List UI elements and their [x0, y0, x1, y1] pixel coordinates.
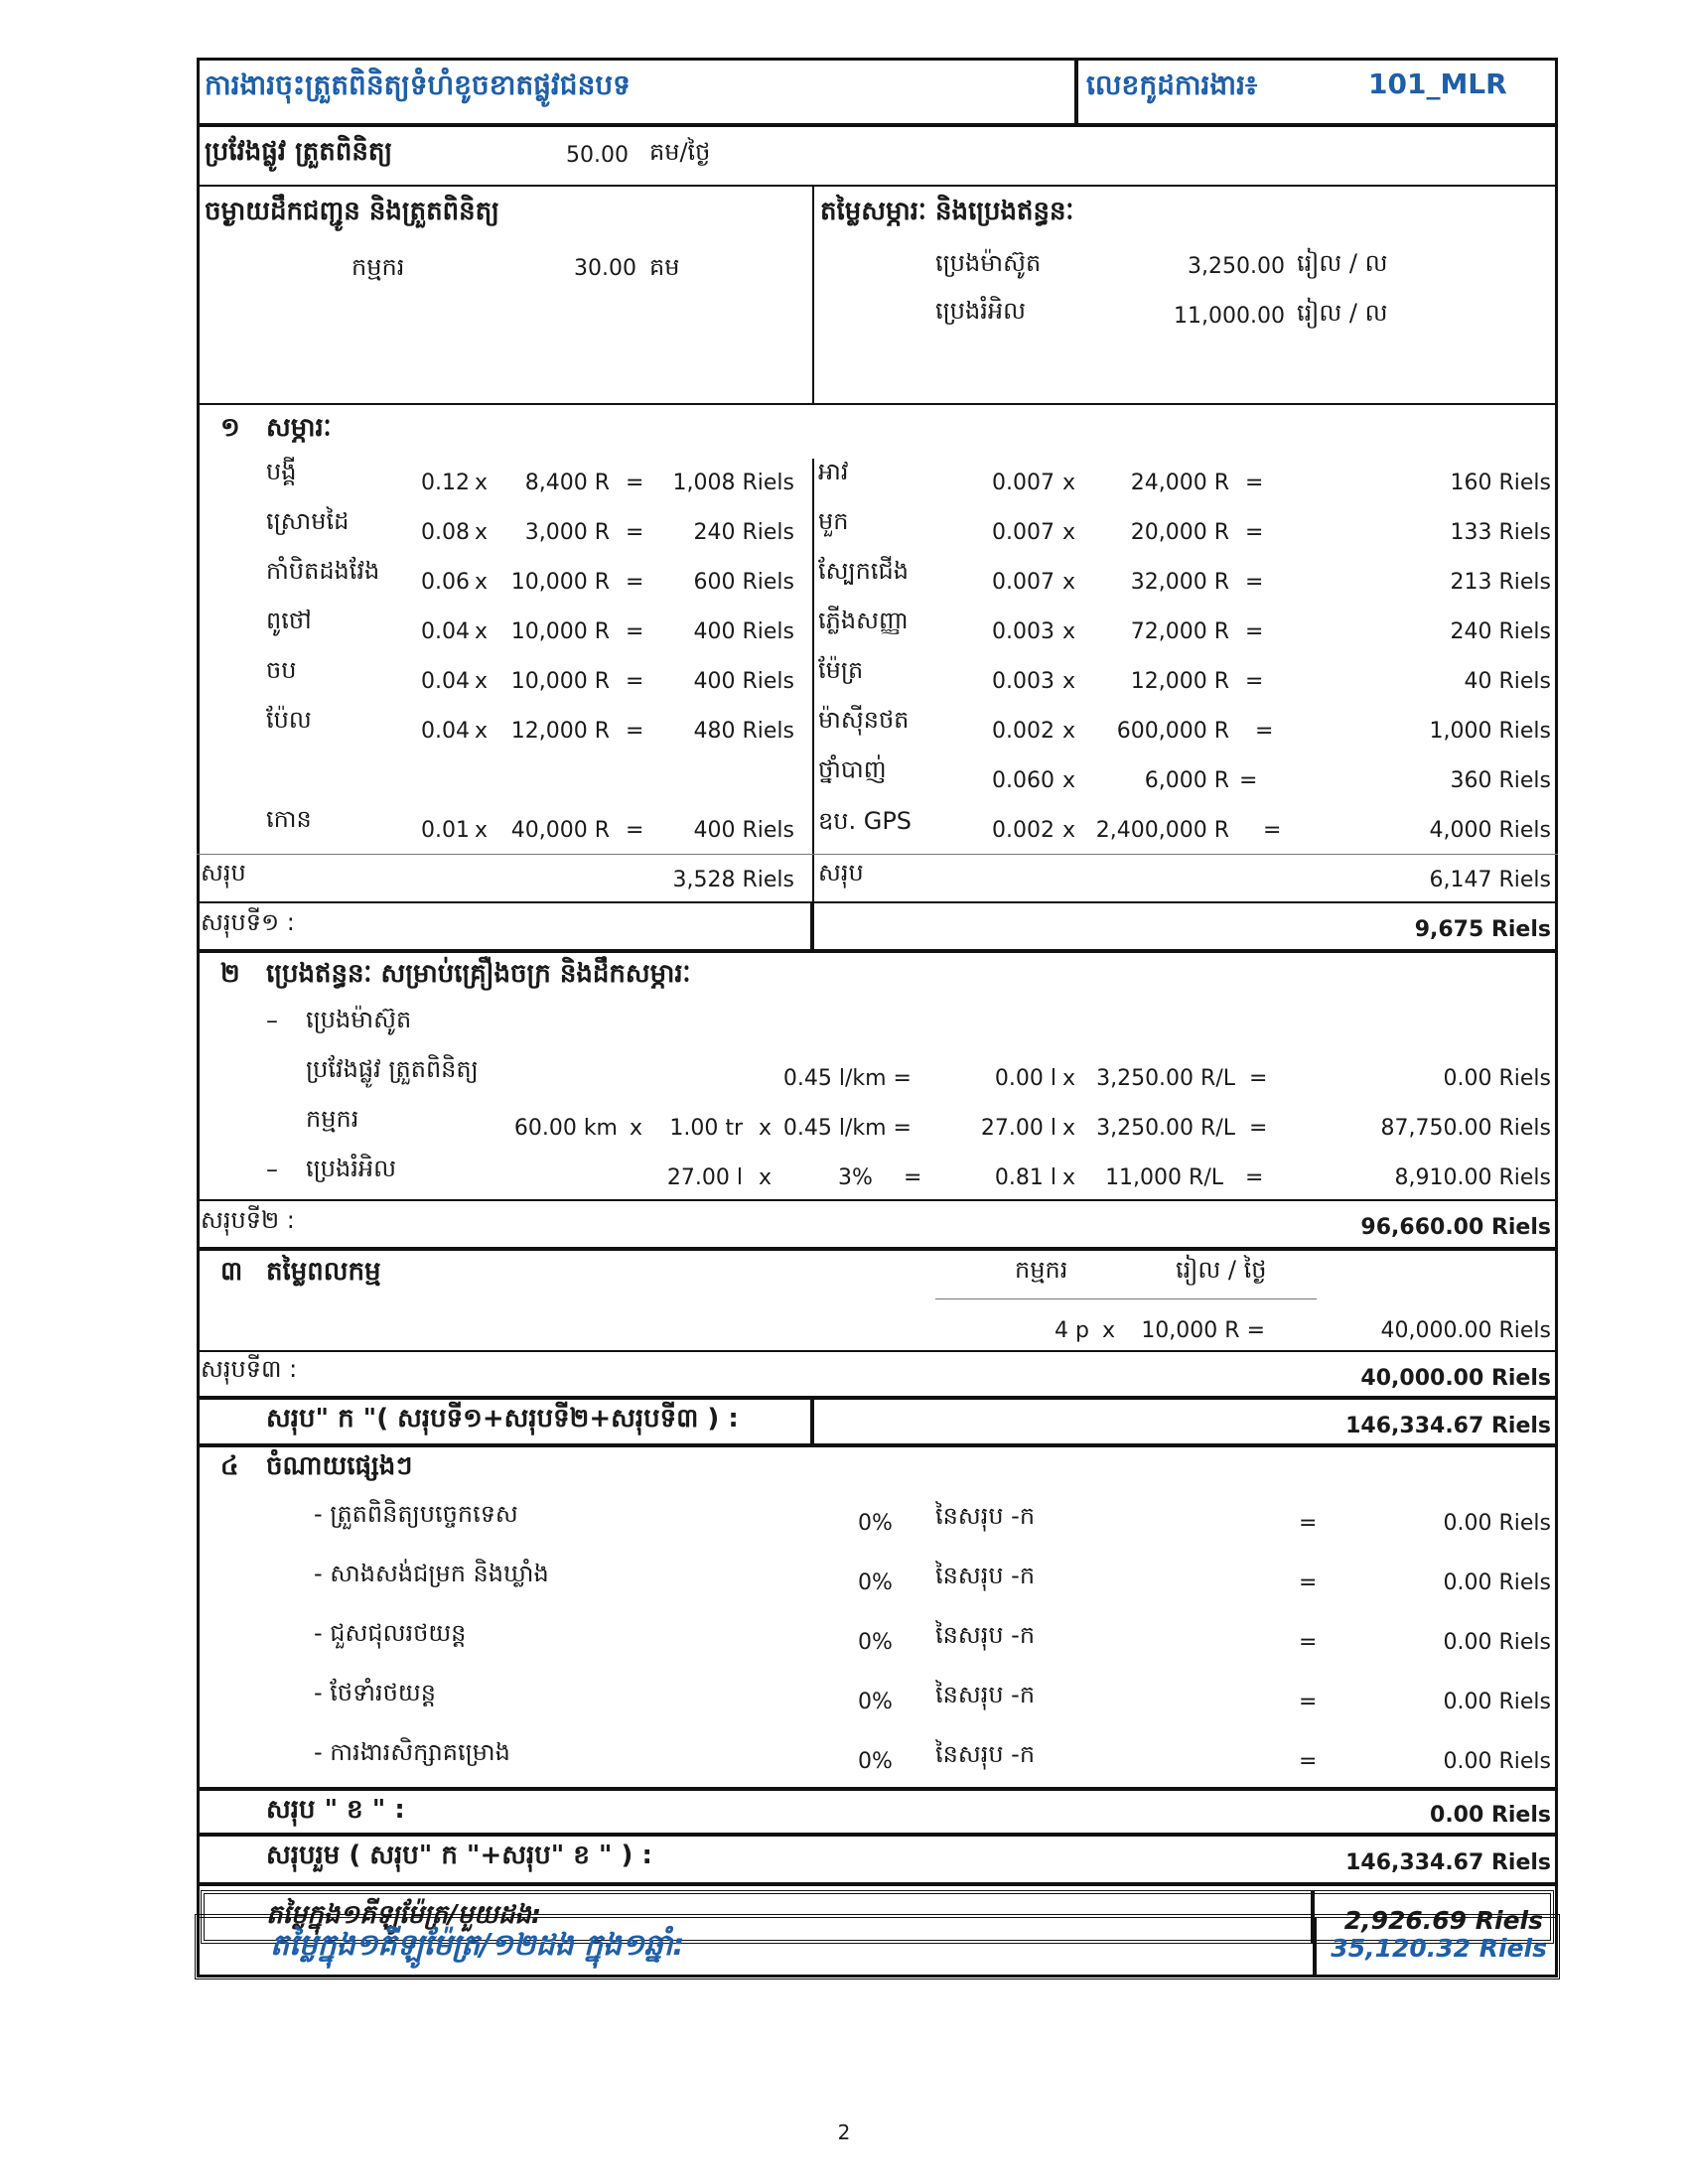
inspection-value: 50.00 — [566, 143, 629, 168]
section3-col-workers: កម្មករ — [1015, 1256, 1068, 1284]
other-cost-of: នៃសរុប -ក — [935, 1740, 1036, 1768]
other-cost-total: 0.00 Riels — [1443, 1630, 1551, 1655]
item-name: កោន — [266, 805, 312, 833]
times-sign: x — [475, 619, 489, 644]
section1-right-sum: 6,147 Riels — [1429, 868, 1551, 892]
item-total: 40 Riels — [1464, 669, 1551, 694]
row1-price: 3,250.00 R/L — [1096, 1066, 1235, 1091]
item-qty: 0.007 — [992, 520, 1055, 545]
other-cost-name: - ជួសជុលរថយន្ត — [314, 1619, 467, 1647]
distance-worker-value: 30.00 — [574, 256, 636, 281]
other-cost-pct: 0% — [858, 1749, 893, 1774]
prices-label: តម្លៃសម្ភារៈ និងប្រេងឥន្ធនៈ — [820, 197, 1074, 226]
section1-number: ១ — [220, 413, 240, 443]
item-price: 72,000 R — [1130, 619, 1229, 644]
other-cost-total: 0.00 Riels — [1443, 1570, 1551, 1595]
item-qty: 0.060 — [992, 768, 1055, 793]
section2-diesel-label: ប្រេងម៉ាស៊ូត — [306, 1006, 412, 1033]
section1-title: សម្ភារៈ — [266, 413, 332, 443]
times-sign: x — [1062, 818, 1076, 843]
divider — [812, 185, 814, 405]
times-sign: x — [475, 570, 489, 595]
item-price: 10,000 R — [510, 669, 610, 694]
other-cost-name: - ថែទាំរថយន្ត — [314, 1679, 436, 1706]
item-name: ប៉ែល — [266, 706, 312, 734]
row3-liters: 27.00 l — [666, 1165, 743, 1190]
times-sign: x — [1062, 471, 1076, 495]
item-price: 12,000 R — [510, 719, 610, 744]
item-name: ស្បែកជើង — [818, 557, 909, 585]
section3-total: 40,000.00 Riels — [1380, 1318, 1551, 1343]
divider — [197, 949, 1558, 953]
equals-sign: = — [1245, 471, 1264, 495]
item-price: 40,000 R — [510, 818, 610, 843]
divider — [197, 185, 1558, 187]
dash: – — [266, 1007, 278, 1034]
divider — [197, 123, 1558, 127]
item-total: 240 Riels — [1450, 619, 1551, 644]
other-cost-name: - ការងារសិក្សាគម្រោង — [314, 1738, 510, 1766]
inspection-label: ប្រវែងផ្លូវ ត្រួតពិនិត្យ — [205, 137, 393, 167]
other-cost-of: នៃសរុប -ក — [935, 1562, 1036, 1589]
item-total: 360 Riels — [1450, 768, 1551, 793]
times-sign: x — [759, 1165, 773, 1190]
page-number: 2 — [837, 2120, 851, 2144]
item-qty: 0.08 — [421, 520, 470, 545]
item-price: 2,400,000 R — [1095, 818, 1229, 843]
row3-label: ប្រេងរំអិល — [306, 1155, 396, 1182]
item-name: ម៉ែត្រ — [818, 656, 864, 684]
item-qty: 0.04 — [421, 619, 470, 644]
item-qty: 0.01 — [421, 818, 470, 843]
item-price: 32,000 R — [1130, 570, 1229, 595]
equals-sign: = — [626, 669, 644, 694]
item-name: ថ្នាំបាញ់ — [818, 755, 887, 783]
distance-worker-label: កម្មករ — [352, 253, 405, 281]
diesel-unit: រៀល / ល — [1297, 249, 1388, 277]
divider — [810, 901, 814, 951]
times-sign: x — [475, 520, 489, 545]
grand-total-value: 146,334.67 Riels — [1345, 1850, 1551, 1875]
equals-sign: = — [1299, 1630, 1318, 1655]
equals-sign: = — [1245, 619, 1264, 644]
section3-rate: 10,000 R = — [1141, 1318, 1265, 1343]
item-name: ចប — [266, 656, 297, 684]
divider — [935, 1298, 1317, 1299]
row1-label: ប្រវែងផ្លូវ ត្រួតពិនិត្យ — [306, 1055, 479, 1083]
subtotal2-value: 96,660.00 Riels — [1360, 1215, 1551, 1240]
item-qty: 0.002 — [992, 719, 1055, 744]
item-price: 8,400 R — [524, 471, 610, 495]
times-sign: x — [1062, 719, 1076, 744]
equals-sign: = — [626, 719, 644, 744]
equals-sign: = — [1245, 570, 1264, 595]
item-price: 600,000 R — [1116, 719, 1229, 744]
total-a-value: 146,334.67 Riels — [1345, 1414, 1551, 1438]
inspection-unit: គម/ថ្ងៃ — [649, 138, 711, 166]
equals-sign: = — [1299, 1749, 1318, 1774]
item-price: 12,000 R — [1130, 669, 1229, 694]
item-price: 6,000 R — [1144, 768, 1229, 793]
diesel-value: 3,250.00 — [1188, 254, 1285, 279]
oil-value: 11,000.00 — [1174, 304, 1285, 329]
equals-sign: = — [1249, 1116, 1268, 1141]
item-name: កាំបិតដងវែង — [266, 557, 380, 585]
divider — [197, 1882, 1558, 1886]
section1-left-sum-label: សរុប — [201, 859, 246, 887]
divider — [812, 459, 814, 903]
divider — [197, 1199, 1558, 1201]
section2-number: ២ — [220, 959, 240, 989]
row2-rate: 0.45 l/km = — [782, 1116, 912, 1141]
equals-sign: = — [626, 471, 644, 495]
other-cost-total: 0.00 Riels — [1443, 1690, 1551, 1714]
section2-title: ប្រេងឥន្ធនៈ សម្រាប់គ្រឿងចក្រ និងដឹកសម្ភារៈ — [266, 959, 691, 989]
other-cost-of: នៃសរុប -ក — [935, 1621, 1036, 1649]
item-name: ភ្លើងសញ្ញា — [818, 607, 909, 634]
header-divider — [1074, 58, 1078, 125]
section3-number: ៣ — [220, 1257, 243, 1287]
times-sign: x — [1062, 1116, 1076, 1141]
row3-result: 0.81 l — [994, 1165, 1056, 1190]
divider — [197, 1396, 1558, 1400]
item-name: អាវ — [818, 458, 849, 485]
equals-sign: = — [1245, 520, 1264, 545]
equals-sign: = — [626, 619, 644, 644]
item-name: ពូថៅ — [266, 607, 312, 634]
row2-total: 87,750.00 Riels — [1380, 1116, 1551, 1141]
item-qty: 0.06 — [421, 570, 470, 595]
item-qty: 0.002 — [992, 818, 1055, 843]
item-price: 24,000 R — [1130, 471, 1229, 495]
row3-total: 8,910.00 Riels — [1394, 1165, 1551, 1190]
item-name: ម៉ាស៊ីនថត — [818, 706, 910, 734]
per-km-label: តម្លៃក្នុង១គីឡូម៉ែត្រ/មួយដង: — [266, 1900, 542, 1930]
distance-worker-unit: គម — [649, 253, 680, 281]
divider — [810, 1396, 814, 1445]
subtotal3-label: សរុបទី៣ : — [201, 1355, 298, 1383]
equals-sign: = — [1299, 1511, 1318, 1536]
times-sign: x — [1062, 520, 1076, 545]
item-total: 400 Riels — [693, 619, 794, 644]
other-cost-pct: 0% — [858, 1630, 893, 1655]
section3-persons: 4 p — [1055, 1318, 1089, 1343]
total-b-label: សរុប " ខ " : — [266, 1795, 405, 1825]
divider — [197, 901, 1558, 903]
equals-sign: = — [626, 570, 644, 595]
section4-number: ៤ — [220, 1451, 239, 1481]
equals-sign: = — [1245, 1165, 1264, 1190]
per-km-year-label: តម្លៃក្នុង១គីឡូម៉ែត្រ/១២ដង ក្នុង១ឆ្នាំ: — [270, 1928, 685, 1963]
item-total: 400 Riels — [693, 669, 794, 694]
divider — [197, 403, 1558, 405]
row2-price: 3,250.00 R/L — [1096, 1116, 1235, 1141]
subtotal1-label: សរុបទី១ : — [201, 908, 295, 936]
times-sign: x — [759, 1116, 773, 1141]
row1-rate: 0.45 l/km = — [782, 1066, 912, 1091]
item-qty: 0.12 — [421, 471, 470, 495]
item-name: ស្រោមដៃ — [266, 507, 350, 535]
equals-sign: = — [1299, 1690, 1318, 1714]
item-price: 3,000 R — [524, 520, 610, 545]
oil-unit: រៀល / ល — [1297, 299, 1388, 327]
other-cost-name: - សាងសង់ជម្រក និងឃ្លាំង — [314, 1560, 549, 1587]
diesel-label: ប្រេងម៉ាស៊ូត — [935, 249, 1042, 277]
equals-sign: = — [1245, 669, 1264, 694]
item-qty: 0.003 — [992, 619, 1055, 644]
total-b-value: 0.00 Riels — [1430, 1803, 1551, 1828]
equals-sign: = — [1299, 1570, 1318, 1595]
row2-liters: 27.00 l — [980, 1116, 1056, 1141]
times-sign: x — [1062, 1165, 1076, 1190]
item-qty: 0.04 — [421, 719, 470, 744]
other-cost-pct: 0% — [858, 1690, 893, 1714]
section3-col-rate: រៀល / ថ្ងៃ — [1176, 1256, 1267, 1284]
other-cost-name: - ត្រួតពិនិត្យបច្ចេកទេស — [314, 1500, 518, 1528]
equals-sign: = — [1255, 719, 1274, 744]
item-total: 213 Riels — [1450, 570, 1551, 595]
times-sign: x — [1062, 619, 1076, 644]
times-sign: x — [475, 471, 489, 495]
other-cost-total: 0.00 Riels — [1443, 1749, 1551, 1774]
row3-pct: 3% — [838, 1165, 873, 1190]
divider — [197, 1443, 1558, 1447]
row1-total: 0.00 Riels — [1443, 1066, 1551, 1091]
divider — [1313, 1918, 1317, 1976]
divider — [197, 1350, 1558, 1352]
item-name: ឧប. GPS — [818, 807, 913, 835]
grand-total-label: សរុបរួម ( សរុប" ក "+សរុប" ខ " ) : — [266, 1841, 652, 1870]
other-cost-of: នៃសរុប -ក — [935, 1502, 1036, 1530]
item-qty: 0.007 — [992, 471, 1055, 495]
item-total: 240 Riels — [693, 520, 794, 545]
item-total: 4,000 Riels — [1429, 818, 1551, 843]
times-sign: x — [1062, 669, 1076, 694]
times-sign: x — [1062, 570, 1076, 595]
per-km-year-value: 35,120.32 Riels — [1331, 1934, 1547, 1963]
times-sign: x — [630, 1116, 643, 1141]
item-qty: 0.04 — [421, 669, 470, 694]
sheet-title: ការងារចុះត្រួតពិនិត្យទំហំខូចខាតផ្លូវជនបទ — [205, 68, 631, 101]
times-sign: x — [1062, 1066, 1076, 1091]
job-code-label: លេខកូដការងារ៖ — [1086, 68, 1258, 101]
section4-title: ចំណាយផ្សេងៗ — [266, 1451, 413, 1481]
job-code-value: 101_MLR — [1368, 68, 1507, 100]
item-total: 480 Riels — [693, 719, 794, 744]
subtotal2-label: សរុបទី២ : — [201, 1206, 295, 1234]
item-qty: 0.007 — [992, 570, 1055, 595]
item-total: 600 Riels — [693, 570, 794, 595]
oil-label: ប្រេងរំអិល — [935, 297, 1026, 325]
divider — [197, 1787, 1558, 1791]
item-price: 10,000 R — [510, 570, 610, 595]
times-sign: x — [1102, 1318, 1116, 1343]
section1-left-sum: 3,528 Riels — [672, 868, 794, 892]
other-cost-pct: 0% — [858, 1511, 893, 1536]
subtotal1-value: 9,675 Riels — [1414, 917, 1551, 942]
total-a-label: សរុប" ក "( សរុបទី១+សរុបទី២+សរុបទី៣ ) : — [266, 1404, 739, 1433]
row1-liters: 0.00 l — [994, 1066, 1056, 1091]
times-sign: x — [475, 818, 489, 843]
equals-sign: = — [626, 818, 644, 843]
item-total: 133 Riels — [1450, 520, 1551, 545]
other-cost-of: នៃសរុប -ក — [935, 1681, 1036, 1708]
cost-sheet — [197, 58, 1558, 1983]
dash: – — [266, 1156, 278, 1183]
section1-right-sum-label: សរុប — [818, 859, 864, 887]
item-total: 160 Riels — [1450, 471, 1551, 495]
row3-price: 11,000 R/L — [1105, 1165, 1223, 1190]
item-total: 1,000 Riels — [1429, 719, 1551, 744]
item-total: 400 Riels — [693, 818, 794, 843]
divider — [197, 1833, 1558, 1837]
times-sign: x — [475, 719, 489, 744]
distance-label: ចម្ងាយដឹកជញ្ជូន និងត្រួតពិនិត្យ — [205, 197, 499, 226]
equals-sign: = — [1239, 768, 1258, 793]
row2-km: 60.00 km — [513, 1116, 618, 1141]
row2-tr: 1.00 tr — [669, 1116, 743, 1141]
equals-sign: = — [1263, 818, 1282, 843]
equals-sign: = — [904, 1165, 922, 1190]
item-name: បង្គី — [266, 458, 297, 485]
equals-sign: = — [1249, 1066, 1268, 1091]
divider — [197, 854, 1558, 855]
divider — [197, 1247, 1558, 1251]
item-name: មួក — [818, 507, 849, 535]
section3-title: តម្លៃពលកម្ម — [266, 1257, 381, 1287]
subtotal3-value: 40,000.00 Riels — [1360, 1366, 1551, 1391]
times-sign: x — [1062, 768, 1076, 793]
other-cost-pct: 0% — [858, 1570, 893, 1595]
equals-sign: = — [626, 520, 644, 545]
other-cost-total: 0.00 Riels — [1443, 1511, 1551, 1536]
item-price: 10,000 R — [510, 619, 610, 644]
item-total: 1,008 Riels — [672, 471, 794, 495]
row2-label: កម្មករ — [306, 1105, 359, 1133]
times-sign: x — [475, 669, 489, 694]
item-price: 20,000 R — [1130, 520, 1229, 545]
per-km-value: 2,926.69 Riels — [1343, 1906, 1543, 1935]
item-qty: 0.003 — [992, 669, 1055, 694]
